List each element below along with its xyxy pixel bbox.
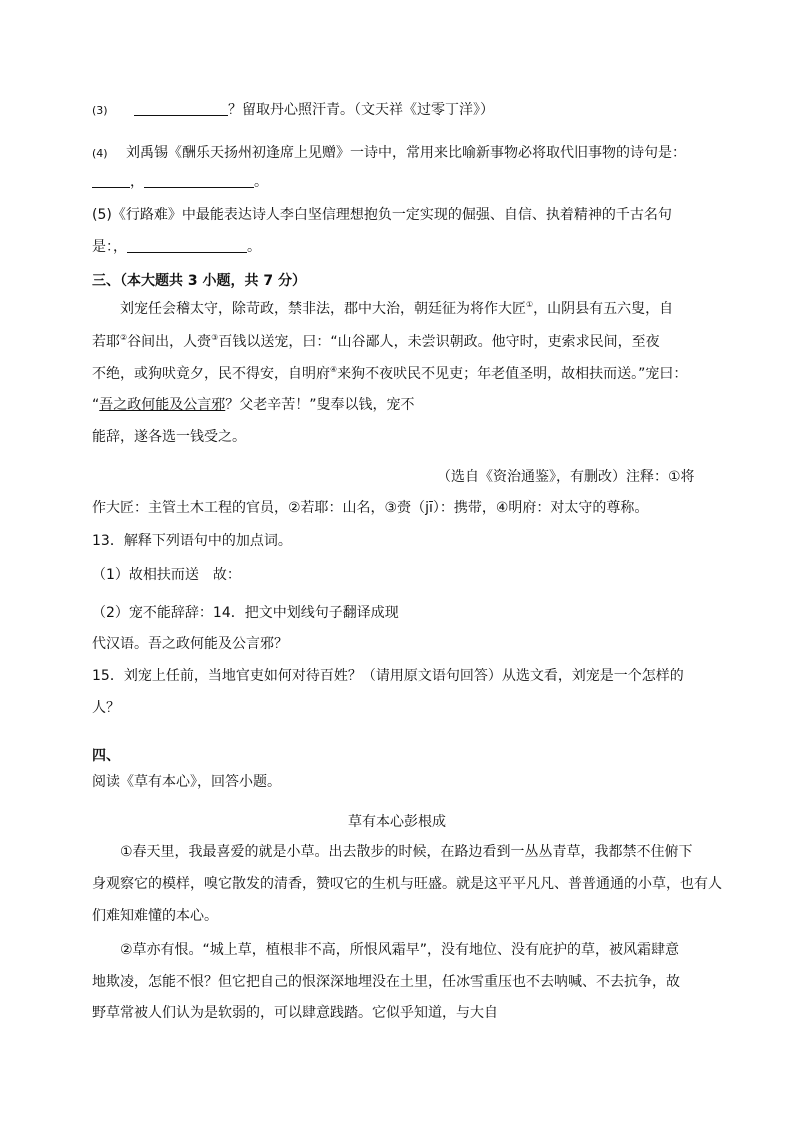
- question-13-2: （2）宠不能辞辞：14．把文中划线句子翻译成现: [92, 605, 399, 621]
- question-13: 13．解释下列语句中的加点词。: [92, 533, 292, 549]
- underlined-sentence: 吾之政何能及公言邪: [99, 397, 226, 413]
- footnote-2: ②: [120, 333, 128, 342]
- question-14: 代汉语。吾之政何能及公言邪？: [92, 636, 288, 652]
- article-paragraph-line: 身观察它的模样，嗅它散发的清香，赞叹它的生机与旺盛。就是这平平凡凡、普普通通的小草，也有人: [92, 876, 722, 892]
- article-paragraph-line: ②草亦有恨。“城上草，植根非不高，所恨风霜早”，没有地位、没有庇护的草，被风霜肆意: [120, 942, 680, 958]
- article-paragraph-line: 地欺凌，怎能不恨？但它把自己的恨深深地埋没在土里，任冰雪重压也不去呐喊、不去抗争，故: [92, 974, 680, 990]
- article-paragraph-line: 们难知难懂的本心。: [92, 908, 218, 924]
- poem-item-4-answer: [92, 172, 268, 192]
- item-text: (5)《行路难》中最能表达诗人李白坚信理想抱负一定实现的倔强、自信、执着精神的千古名句: [92, 207, 672, 223]
- item-text: 刘禹锡《酬乐天扬州初逢席上见赠》一诗中，常用来比喻新事物必将取代旧事物的诗句是：: [126, 145, 687, 161]
- passage-line: 不绝，或狗吠竟夕，民不得安，自明府④来狗不夜吠民不见吏；年老值圣明，故相扶而送。”宠曰：: [92, 365, 688, 382]
- footnote-3: ③: [211, 333, 219, 342]
- answer-blank[interactable]: [92, 173, 130, 188]
- poem-item-4: [92, 143, 686, 164]
- passage-line: 若耶②谷间出，人赍③百钱以送宠，曰：“山谷鄙人，未尝识朝政。他守时，吏索求民间，至夜: [92, 333, 660, 350]
- passage-line: “吾之政何能及公言邪？父老辛苦！”叟奉以钱，宠不: [92, 397, 415, 413]
- item-text: ？留取丹心照汗青。（文天祥《过零丁洋》）: [228, 102, 495, 118]
- poem-item-5: [92, 205, 672, 225]
- poem-item-3: [92, 100, 494, 121]
- article-title: 草有本心彭根成: [348, 814, 446, 830]
- footnote-4: ④: [330, 365, 338, 374]
- line-start: 是：，: [92, 239, 127, 255]
- answer-blank[interactable]: [144, 173, 254, 188]
- passage-notes: 作大匠：主管土木工程的官员，②若耶：山名，③赍（jī）：携带，④明府：对太守的尊称。: [92, 500, 649, 516]
- passage-line: 能辞，遂各选一钱受之。: [92, 429, 246, 445]
- question-15-cont: 人？: [92, 700, 120, 716]
- item-number: (4): [92, 147, 108, 160]
- section-3-heading: 三、（本大题共 3 小题，共 7 分）: [92, 273, 306, 289]
- line-end: 。: [247, 239, 261, 255]
- separator: ，: [130, 174, 144, 190]
- article-paragraph-line: 野草常被人们认为是软弱的，可以肆意践踏。它似乎知道，与大自: [92, 1005, 498, 1021]
- line-end: 。: [254, 174, 268, 190]
- question-13-1: （1）故相扶而送 故：: [92, 567, 241, 583]
- passage-line: 刘宠任会稽太守，除苛政，禁非法，郡中大治，朝廷征为将作大匠①，山阴县有五六叟，自: [120, 300, 674, 317]
- article-paragraph-line: ①春天里，我最喜爱的就是小草。出去散步的时候，在路边看到一丛丛青草，我都禁不住俯下: [120, 844, 693, 860]
- item-number: (3): [92, 104, 108, 117]
- passage-source: （选自《资治通鉴》，有删改）注释：①将: [437, 469, 695, 485]
- answer-blank[interactable]: [134, 101, 228, 116]
- answer-blank[interactable]: [127, 238, 247, 253]
- question-15: 15．刘宠上任前，当地官吏如何对待百姓？（请用原文语句回答）从选文看，刘宠是一个怎样的: [92, 668, 684, 684]
- section-4-heading: 四、: [92, 748, 120, 764]
- footnote-1: ①: [526, 300, 534, 309]
- poem-item-5-answer: [92, 237, 261, 257]
- section-4-intro: 阅读《草有本心》，回答小题。: [92, 774, 281, 790]
